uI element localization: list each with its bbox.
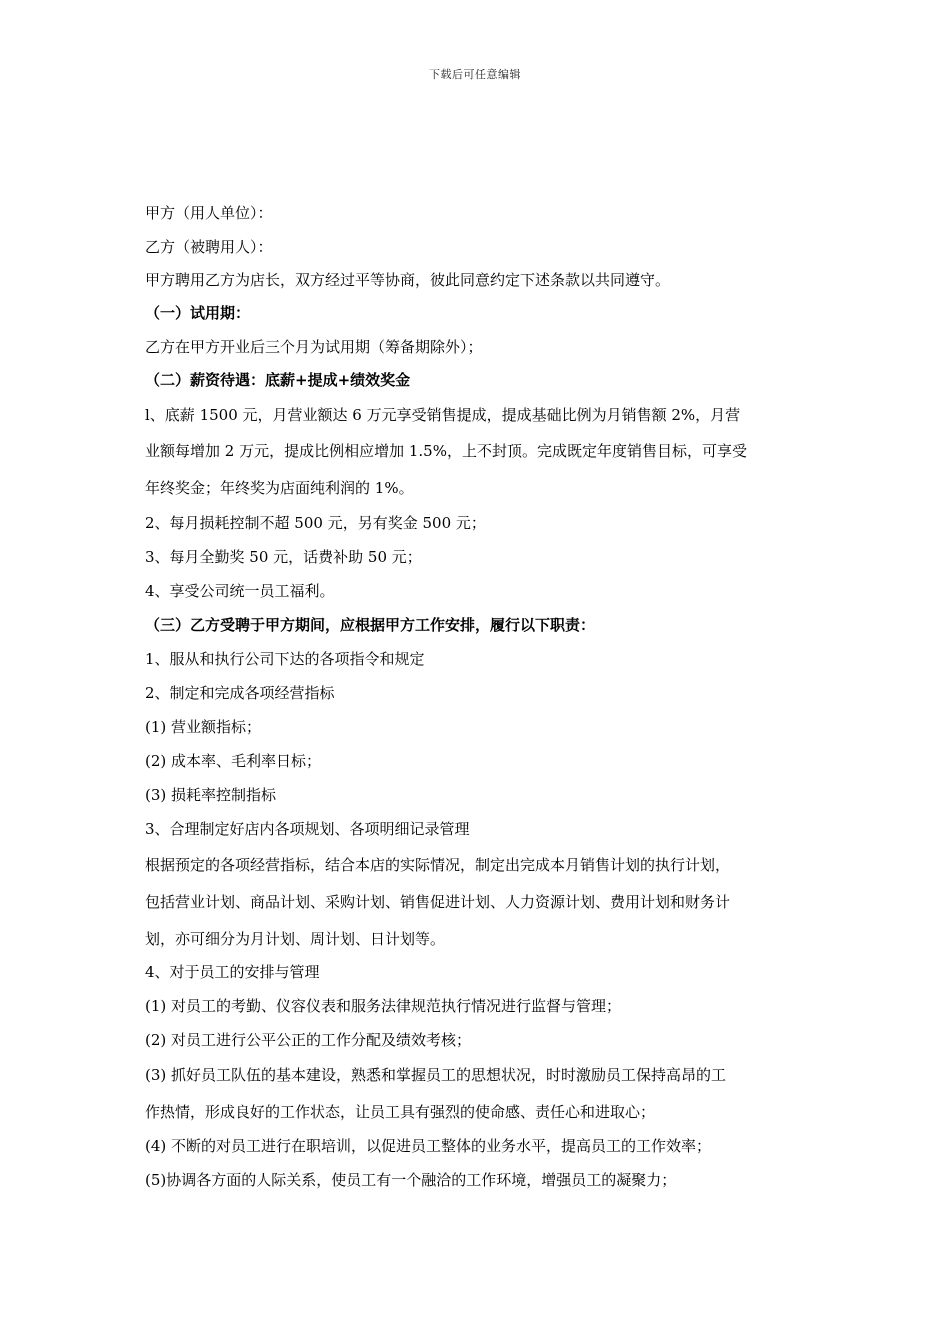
probation-text: 乙方在甲方开业后三个月为试用期（筹备期除外）； [145, 338, 483, 356]
salary-item-1-line-1: l、底薪 1500 元，月营业额达 6 万元享受销售提成，提成基础比例为月销售额 2%，月营 [145, 406, 741, 424]
duty-item-4-sub-2: (2) 对员工进行公平公正的工作分配及绩效考核； [145, 1031, 472, 1049]
duty-item-4-sub-1: (1) 对员工的考勤、仪容仪表和服务法律规范执行情况进行监督与管理； [145, 997, 622, 1015]
duty-item-4-sub-3-line-2: 作热情，形成良好的工作状态，让员工具有强烈的使命感、责任心和进取心； [145, 1103, 656, 1121]
party-b-line: 乙方（被聘用人）： [145, 238, 273, 256]
duty-item-4-sub-4: (4) 不断的对员工进行在职培训，以促进员工整体的业务水平，提高员工的工作效率； [145, 1137, 712, 1155]
section-2-heading: （二）薪资待遇：底薪+提成+绩效奖金 [145, 371, 411, 389]
section-3-heading: （三）乙方受聘于甲方期间，应根据甲方工作安排，履行以下职责： [145, 616, 596, 634]
salary-item-1-line-2: 业额每增加 2 万元，提成比例相应增加 1.5%，上不封顶。完成既定年度销售目标，可享受 [145, 442, 747, 460]
page-header-note: 下载后可任意编辑 [429, 68, 521, 81]
intro-paragraph: 甲方聘用乙方为店长，双方经过平等协商，彼此同意约定下述条款以共同遵守。 [145, 271, 671, 289]
duty-item-3-text-line-3: 划，亦可细分为月计划、周计划、日计划等。 [145, 930, 446, 948]
section-1-heading: （一）试用期： [145, 304, 251, 322]
duty-item-4: 4、对于员工的安排与管理 [145, 963, 320, 981]
duty-item-3-text-line-2: 包括营业计划、商品计划、采购计划、销售促进计划、人力资源计划、费用计划和财务计 [145, 893, 731, 911]
duty-item-2-sub-2: (2) 成本率、毛利率日标； [145, 752, 322, 770]
salary-item-2: 2、每月损耗控制不超 500 元，另有奖金 500 元； [145, 514, 486, 532]
duty-item-4-sub-5: (5)协调各方面的人际关系，使员工有一个融洽的工作环境，增强员工的凝聚力； [145, 1171, 677, 1189]
duty-item-3-text-line-1: 根据预定的各项经营指标，结合本店的实际情况，制定出完成本月销售计划的执行计划， [145, 856, 731, 874]
salary-item-3: 3、每月全勤奖 50 元，话费补助 50 元； [145, 548, 422, 566]
duty-item-2: 2、制定和完成各项经营指标 [145, 684, 335, 702]
duty-item-1: 1、服从和执行公司下达的各项指令和规定 [145, 650, 425, 668]
duty-item-2-sub-1: (1) 营业额指标； [145, 718, 262, 736]
duty-item-2-sub-3: (3) 损耗率控制指标 [145, 786, 277, 804]
salary-item-1-line-3: 年终奖金；年终奖为店面纯利润的 1%。 [145, 479, 414, 497]
duty-item-4-sub-3-line-1: (3) 抓好员工队伍的基本建设，熟悉和掌握员工的思想状况，时时激励员工保持高昂的工 [145, 1066, 727, 1084]
duty-item-3: 3、合理制定好店内各项规划、各项明细记录管理 [145, 820, 470, 838]
party-a-line: 甲方（用人单位）： [145, 204, 273, 222]
salary-item-4: 4、享受公司统一员工福利。 [145, 582, 335, 600]
